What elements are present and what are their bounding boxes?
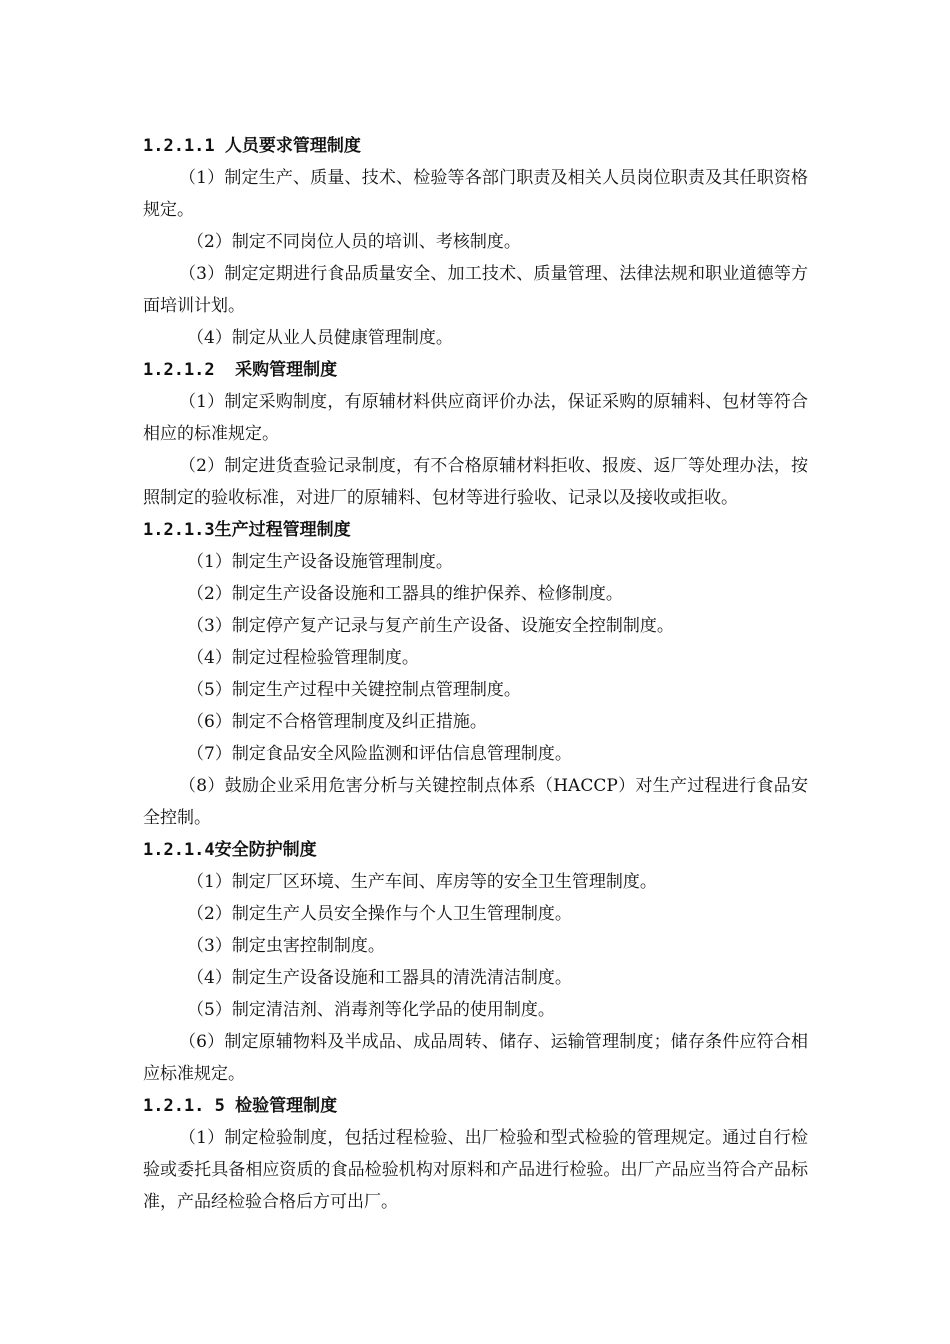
paragraph: （2）制定进货查验记录制度，有不合格原辅材料拒收、报废、返厂等处理办法，按照制定的验收标准，对进厂的原辅料、包材等进行验收、记录以及接收或拒收。 <box>143 456 808 508</box>
paragraph: （3）制定定期进行食品质量安全、加工技术、质量管理、法律法规和职业道德等方面培训计划。 <box>143 264 808 316</box>
paragraph: （1）制定采购制度，有原辅材料供应商评价办法，保证采购的原辅料、包材等符合相应的标准规定。 <box>143 392 808 444</box>
paragraph: （8）鼓励企业采用危害分析与关键控制点体系（HACCP）对生产过程进行食品安全控制。 <box>143 776 808 828</box>
section-heading <box>143 834 808 866</box>
section-number: 1.2.1.2 <box>143 360 236 380</box>
paragraph: （2）制定生产人员安全操作与个人卫生管理制度。 <box>187 904 572 924</box>
paragraph: （2）制定生产设备设施和工器具的维护保养、检修制度。 <box>187 584 623 604</box>
paragraph: （5）制定清洁剂、消毒剂等化学品的使用制度。 <box>187 1000 555 1020</box>
document-body <box>143 130 808 1218</box>
paragraph: （6）制定不合格管理制度及纠正措施。 <box>187 712 487 732</box>
section-number: 1.2.1.4 <box>143 840 215 860</box>
paragraph: （5）制定生产过程中关键控制点管理制度。 <box>187 680 521 700</box>
section-number: 1.2.1.3 <box>143 520 215 540</box>
paragraph: （6）制定原辅物料及半成品、成品周转、储存、运输管理制度；储存条件应符合相应标准规定。 <box>143 1032 808 1084</box>
paragraph: （1）制定检验制度，包括过程检验、出厂检验和型式检验的管理规定。通过自行检验或委托具备相应资质的食品检验机构对原料和产品进行检验。出厂产品应当符合产品标准，产品经检验合格后方可出厂。 <box>143 1128 808 1212</box>
section-number: 1.2.1.1 <box>143 136 225 156</box>
paragraph: （4）制定生产设备设施和工器具的清洗清洁制度。 <box>187 968 572 988</box>
paragraph: （1）制定生产设备设施管理制度。 <box>187 552 453 572</box>
paragraph: （3）制定虫害控制制度。 <box>187 936 385 956</box>
paragraph: （1）制定生产、质量、技术、检验等各部门职责及相关人员岗位职责及其任职资格规定。 <box>143 168 808 220</box>
paragraph: （4）制定过程检验管理制度。 <box>187 648 419 668</box>
section-heading <box>143 354 808 386</box>
paragraph: （7）制定食品安全风险监测和评估信息管理制度。 <box>187 744 572 764</box>
section-number: 1.2.1. 5 <box>143 1096 236 1116</box>
paragraph: （3）制定停产复产记录与复产前生产设备、设施安全控制制度。 <box>187 616 674 636</box>
section-title: 生产过程管理制度 <box>214 520 351 540</box>
section-title: 安全防护制度 <box>214 840 317 860</box>
section-heading <box>143 514 808 546</box>
paragraph: （1）制定厂区环境、生产车间、库房等的安全卫生管理制度。 <box>187 872 657 892</box>
section-heading <box>143 1090 808 1122</box>
paragraph: （2）制定不同岗位人员的培训、考核制度。 <box>187 232 521 252</box>
section-title: 采购管理制度 <box>235 360 338 380</box>
section-heading <box>143 130 808 162</box>
section-title: 检验管理制度 <box>235 1096 338 1116</box>
paragraph: （4）制定从业人员健康管理制度。 <box>187 328 453 348</box>
section-title: 人员要求管理制度 <box>224 136 361 156</box>
